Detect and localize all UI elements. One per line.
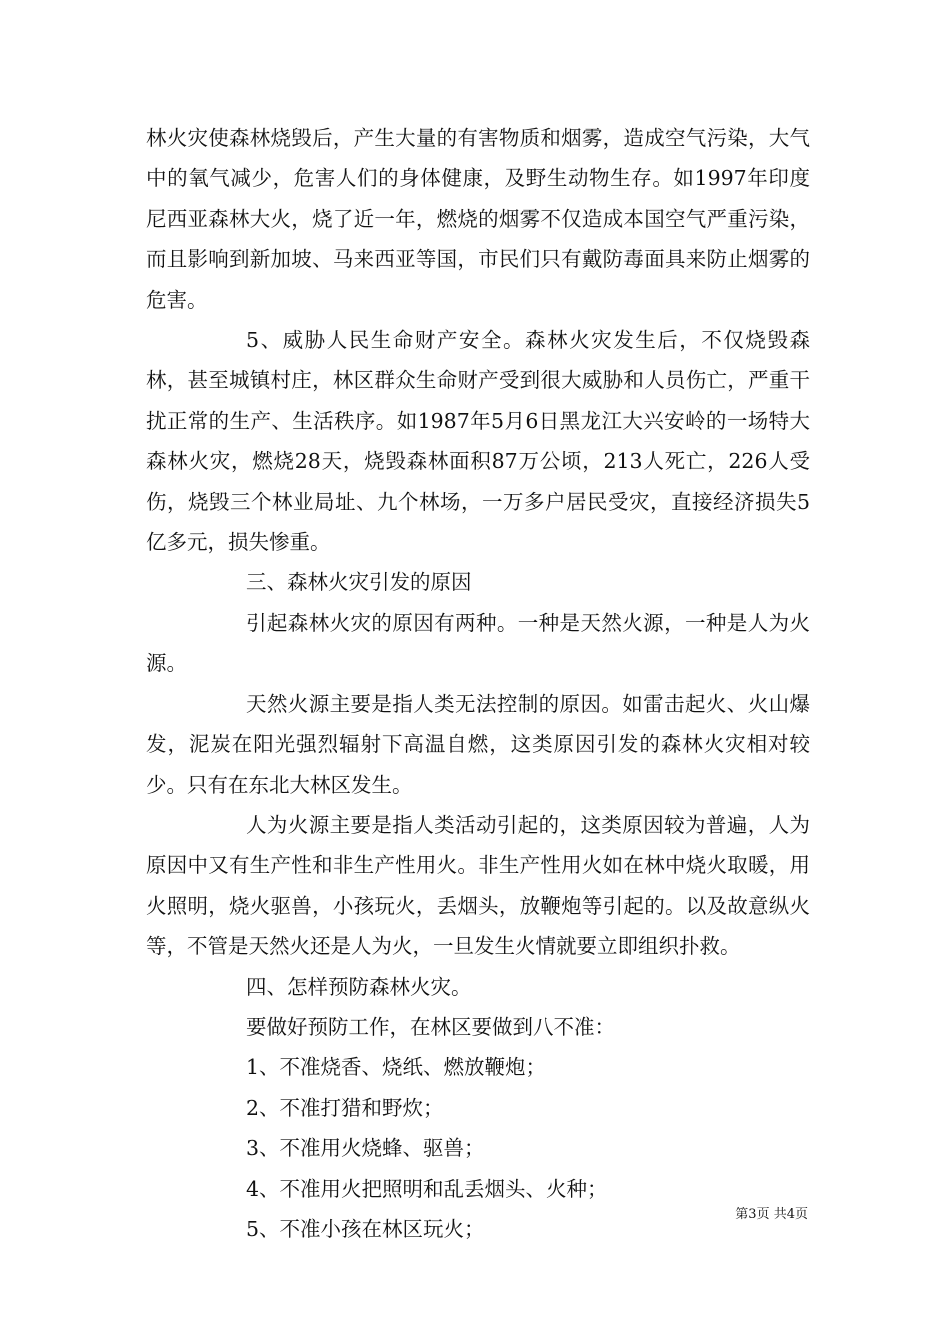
footer-suffix: 页 xyxy=(794,1207,808,1222)
paragraph-eight-rules: 要做好预防工作，在林区要做到八不准： xyxy=(246,1014,615,1039)
list-item: 5、不准小孩在林区玩火； xyxy=(246,1216,485,1241)
paragraph-life-property: 5、威胁人民生命财产安全。森林火灾发生后，不仅烧毁森林，甚至城镇村庄，林区群众生命财产受到很大威胁和人员伤亡，严重干扰正常的生产、生活秩序。如1987年5月6日黑龙江大兴安岭的一场特大森林火灾，燃烧28天，烧毁森林面积87万公顷，213人死亡，226人受伤，烧毁三个林业局址、九个林场，一万多户居民受灾，直接经济损失5亿多元，损失惨重。 xyxy=(146,328,810,555)
list-item: 1、不准烧香、烧纸、燃放鞭炮； xyxy=(246,1055,547,1080)
list-item: 3、不准用火烧蜂、驱兽； xyxy=(246,1136,485,1161)
current-page-number: 3 xyxy=(748,1207,757,1222)
document-body xyxy=(146,118,810,1249)
paragraph-two-causes: 引起森林火灾的原因有两种。一种是天然火源，一种是人为火源。 xyxy=(146,610,810,676)
total-pages-number: 4 xyxy=(786,1207,795,1222)
page-footer xyxy=(735,1203,808,1222)
footer-middle: 页 共 xyxy=(756,1207,787,1222)
section-heading-prevention: 四、怎样预防森林火灾。 xyxy=(246,974,472,999)
list-item: 4、不准用火把照明和乱丢烟头、火种； xyxy=(246,1176,608,1201)
paragraph-natural-fire: 天然火源主要是指人类无法控制的原因。如雷击起火、火山爆发，泥炭在阳光强烈辐射下高温自燃，这类原因引发的森林火灾相对较少。只有在东北大林区发生。 xyxy=(146,691,810,797)
section-heading-causes: 三、森林火灾引发的原因 xyxy=(246,570,472,595)
footer-prefix: 第 xyxy=(735,1207,749,1222)
list-item: 2、不准打猎和野炊； xyxy=(246,1095,444,1120)
paragraph-human-fire: 人为火源主要是指人类活动引起的，这类原因较为普遍，人为原因中又有生产性和非生产性用火。非生产性用火如在林中烧火取暖，用火照明，烧火驱兽，小孩玩火，丢烟头，放鞭炮等引起的。以及故意纵火等，不管是天然火还是人为火，一旦发生火情就要立即组织扑救。 xyxy=(146,812,810,959)
paragraph-air-pollution: 林火灾使森林烧毁后，产生大量的有害物质和烟雾，造成空气污染，大气中的氧气减少，危害人们的身体健康，及野生动物生存。如1997年印度尼西亚森林大火，烧了近一年，燃烧的烟雾不仅造成本国空气严重污染，而且影响到新加坡、马来西亚等国，市民们只有戴防毒面具来防止烟雾的危害。 xyxy=(146,126,810,312)
